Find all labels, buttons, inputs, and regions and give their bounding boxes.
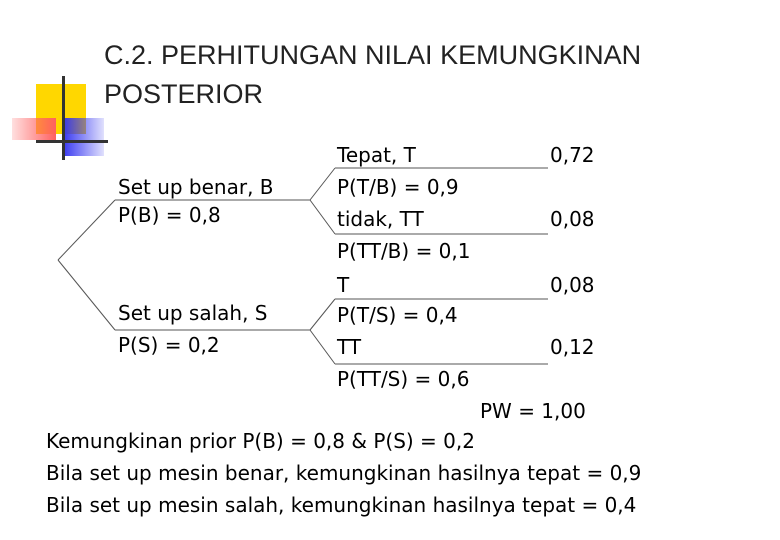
outcome-stt-cond: P(TT/S) = 0,6 — [337, 367, 470, 391]
summary-line-3: Bila set up mesin salah, kemungkinan hasilnya tepat = 0,4 — [46, 493, 637, 517]
edge-s-t — [310, 299, 335, 330]
branch-s-prob: P(S) = 0,2 — [118, 333, 220, 357]
outcome-st-result: 0,08 — [550, 273, 595, 297]
summary-line-1: Kemungkinan prior P(B) = 0,8 & P(S) = 0,2 — [46, 429, 475, 453]
edge-root-s — [58, 260, 115, 330]
branch-b-prob: P(B) = 0,8 — [118, 203, 221, 227]
outcome-bt-name: Tepat, T — [337, 143, 416, 167]
summary-line-2: Bila set up mesin benar, kemungkinan hasilnya tepat = 0,9 — [46, 461, 642, 485]
edge-b-t — [310, 168, 335, 200]
outcome-btt-name: tidak, TT — [337, 207, 424, 231]
branch-b-name: Set up benar, B — [118, 175, 274, 199]
outcome-bt-result: 0,72 — [550, 143, 595, 167]
outcome-stt-result: 0,12 — [550, 335, 595, 359]
outcome-btt-cond: P(TT/B) = 0,1 — [337, 239, 471, 263]
branch-s-name: Set up salah, S — [118, 301, 268, 325]
edge-s-tt — [310, 330, 335, 364]
outcome-bt-cond: P(T/B) = 0,9 — [337, 175, 459, 199]
edge-root-b — [58, 200, 115, 260]
outcome-st-name: T — [337, 273, 350, 297]
outcome-btt-result: 0,08 — [550, 207, 595, 231]
outcome-st-cond: P(T/S) = 0,4 — [337, 303, 458, 327]
outcome-stt-name: TT — [337, 335, 362, 359]
title-line-2: POSTERIOR — [104, 79, 264, 109]
total-probability: PW = 1,00 — [480, 399, 586, 423]
title-line-1: C.2. PERHITUNGAN NILAI KEMUNGKINAN — [104, 40, 642, 70]
edge-b-tt — [310, 200, 335, 234]
